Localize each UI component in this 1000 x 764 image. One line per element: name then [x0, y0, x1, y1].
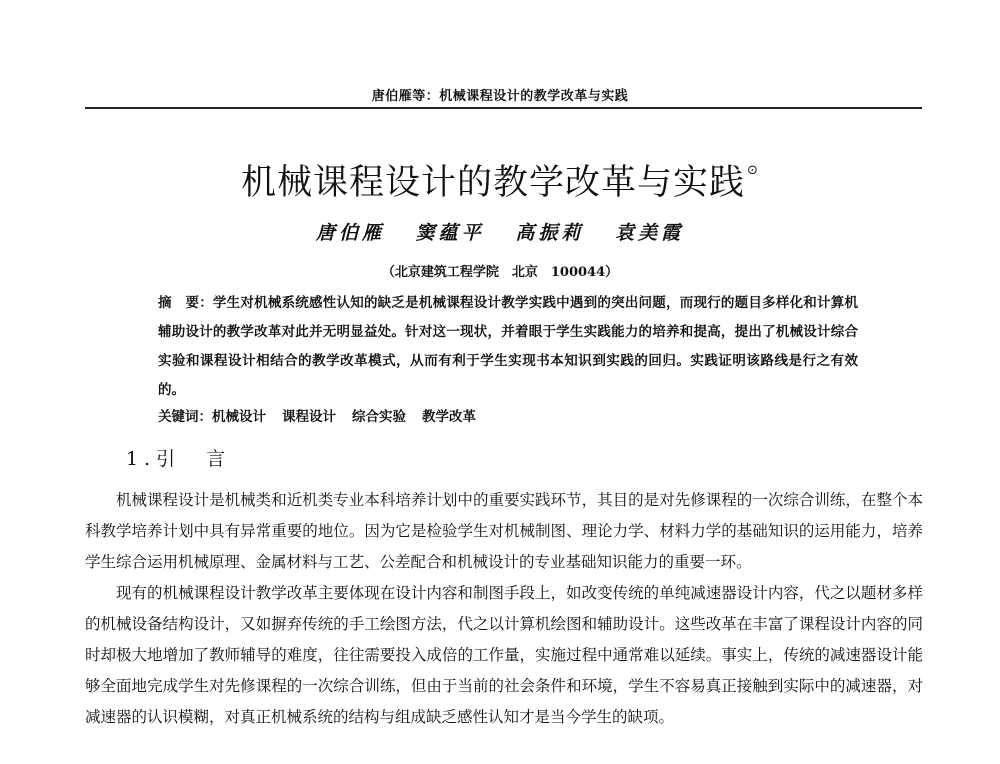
- keywords: [158, 405, 858, 425]
- keyword: 机械设计: [212, 409, 266, 425]
- footnote-mark: ⊙: [747, 163, 759, 178]
- paragraph: 现有的机械课程设计教学改革主要体现在设计内容和制图手段上，如改变传统的单纯减速器设计内容，代之以题材多样的机械设备结构设计，又如摒弃传统的手工绘图方法，代之以计算机绘图和辅助设计。这些改革在丰富了课程设计内容的同时却极大地增加了教师辅导的难度，往往需要投入成倍的工作量，实施过程中通常难以延续。事实上，传统的减速器设计能够全面地完成学生对先修课程的一次综合训练，但由于当前的社会条件和环境，学生不容易真正接触到实际中的减速器，对减速器的认识模糊，对真正机械系统的结构与组成缺乏感性认知才是当今学生的缺项。: [85, 584, 923, 726]
- section-title: 引 言: [156, 448, 232, 470]
- section-heading: [126, 444, 231, 471]
- section-number: 1.: [126, 448, 157, 470]
- abstract-label: 摘 要：: [158, 295, 213, 311]
- body-text: [85, 485, 923, 733]
- author-name: 袁美霞: [614, 222, 684, 244]
- affiliation: （北京建筑工程学院 北京 100044）: [381, 265, 619, 280]
- running-header: 唐伯雁等：机械课程设计的教学改革与实践: [371, 89, 629, 104]
- author-name: 唐伯雁: [316, 222, 386, 244]
- author-name: 高振莉: [515, 222, 585, 244]
- paragraph: 机械课程设计是机械类和近机类专业本科培养计划中的重要实践环节，其目的是对先修课程的一次综合训练，在整个本科教学培养计划中具有异常重要的地位。因为它是检验学生对机械制图、理论力学、材料力学的基础知识的运用能力，培养学生综合运用机械原理、金属材料与工艺、公差配合和机械设计的专业基础知识能力的重要一环。: [85, 491, 923, 571]
- keyword: 教学改革: [422, 409, 476, 425]
- author-name: 窦蕴平: [415, 222, 485, 244]
- header-rule: [85, 107, 922, 109]
- abstract-text: 学生对机械系统感性认知的缺乏是机械课程设计教学实践中遇到的突出问题，而现行的题目多样化和计算机辅助设计的教学改革对此并无明显益处。针对这一现状，并着眼于学生实践能力的培养和提高，提出了机械设计综合实验和课程设计相结合的教学改革模式，从而有利于学生实现书本知识到实践的回归。实践证明该路线是行之有效的。: [158, 295, 859, 398]
- keywords-label: 关键词：: [158, 409, 212, 425]
- abstract: [158, 289, 858, 405]
- keyword: 综合实验: [352, 409, 406, 425]
- paper-title-text: 机械课程设计的教学改革与实践: [241, 163, 746, 203]
- paper-title: [0, 155, 1000, 205]
- keyword: 课程设计: [282, 409, 336, 425]
- author-list: [0, 218, 1000, 245]
